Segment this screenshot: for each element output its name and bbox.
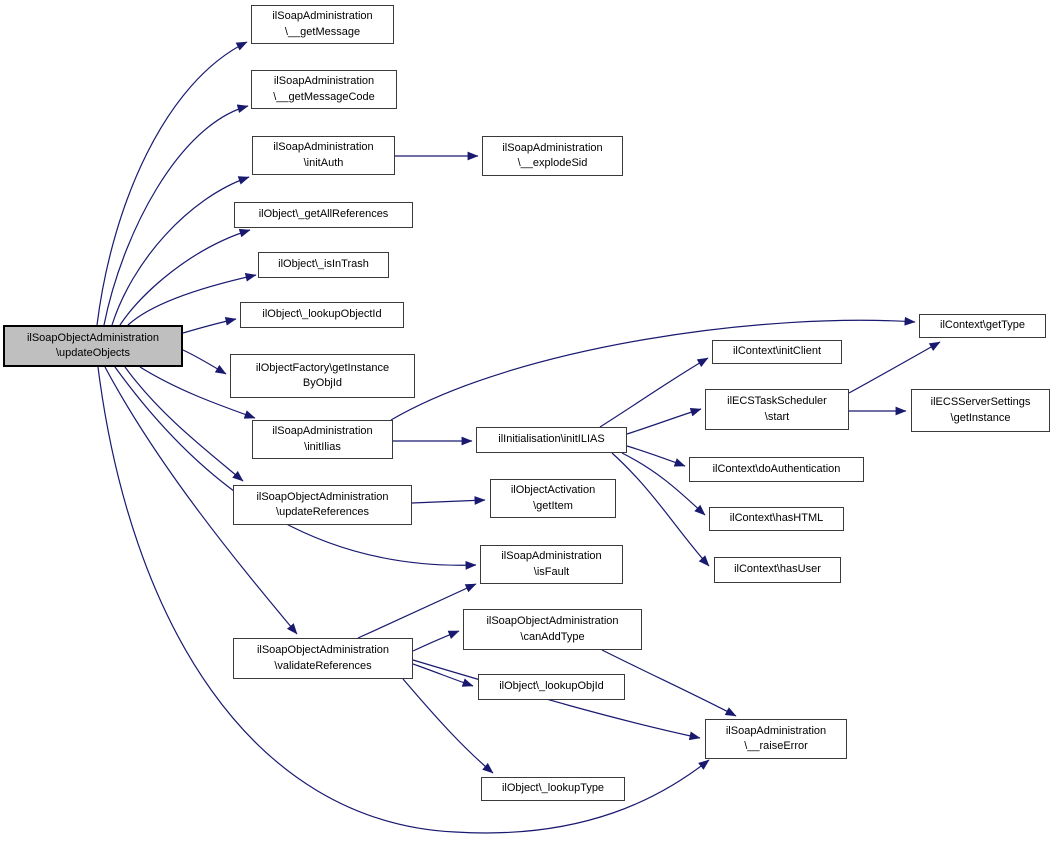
node-getMessage[interactable] xyxy=(251,5,394,44)
edge-initILIAS-doAuthentication xyxy=(627,446,685,466)
node-label-line: ilContext\doAuthentication xyxy=(712,462,841,475)
node-label-line: ilSoapObjectAdministration xyxy=(26,331,160,344)
node-canAddType[interactable] xyxy=(463,609,642,650)
node-label-line: ilSoapObjectAdministration xyxy=(256,644,390,657)
edge-updateObjects-getAllReferences xyxy=(120,230,250,325)
node-label-line: ilObject\_lookupObjId xyxy=(499,680,604,693)
edge-updateReferences-getItem xyxy=(412,500,485,503)
node-start[interactable] xyxy=(705,389,849,430)
node-label-line: ilContext\hasUser xyxy=(734,563,821,576)
node-lookupObjId[interactable] xyxy=(478,674,625,700)
node-getAllReferences[interactable] xyxy=(234,202,413,228)
node-label-line: ilObjectActivation xyxy=(510,484,596,497)
node-label-line: ilInitialisation\initILIAS xyxy=(498,433,605,446)
edge-initILIAS-initClient xyxy=(600,358,708,427)
node-label-line: \updateReferences xyxy=(276,506,369,518)
node-label-line: \start xyxy=(764,410,790,423)
node-label-line: \canAddType xyxy=(520,630,585,643)
node-label-line: ilContext\hasHTML xyxy=(729,512,824,525)
node-label-line: ilSoapAdministration xyxy=(272,425,373,438)
node-label-line: ilSoapObjectAdministration xyxy=(256,490,389,503)
node-label-line: ilObject\_lookupObjectId xyxy=(262,308,382,321)
node-initClient[interactable] xyxy=(712,340,842,364)
node-label-line: ilContext\initClient xyxy=(732,345,822,358)
node-label-line: ByObjId xyxy=(302,377,343,389)
node-label-line: ilSoapAdministration xyxy=(273,75,375,88)
node-isFault[interactable] xyxy=(480,545,623,584)
node-updateObjects xyxy=(3,325,183,367)
node-label-line: ilObjectFactory\getInstance xyxy=(255,361,390,374)
node-doAuthentication[interactable] xyxy=(689,457,864,482)
node-label-line: \__getMessage xyxy=(284,25,361,38)
node-initILIAS[interactable] xyxy=(476,427,627,453)
node-getItem[interactable] xyxy=(490,479,616,518)
node-getInstanceByObjId[interactable] xyxy=(230,354,415,398)
node-label-line: \__getMessageCode xyxy=(273,90,375,103)
node-label-line: \__explodeSid xyxy=(517,157,588,169)
node-label-line: ilSoapObjectAdministration xyxy=(486,615,619,628)
node-lookupObjectId[interactable] xyxy=(240,302,404,328)
node-label-line: ilSoapAdministration xyxy=(273,141,374,154)
node-isInTrash[interactable] xyxy=(258,252,389,278)
node-label-line: \initAuth xyxy=(303,156,344,169)
node-updateReferences[interactable] xyxy=(233,485,412,525)
node-lookupType[interactable] xyxy=(481,777,625,801)
node-label-line: \__raiseError xyxy=(744,740,808,752)
node-label-line: ilContext\getType xyxy=(940,319,1025,332)
edge-updateObjects-getInstanceByObjId xyxy=(183,350,226,374)
edge-updateObjects-isInTrash xyxy=(128,275,256,325)
node-label-line: \isFault xyxy=(533,565,570,578)
node-initIlias[interactable] xyxy=(252,420,393,459)
node-getInstance[interactable] xyxy=(911,389,1050,432)
node-label-line: ilObject\_getAllReferences xyxy=(258,208,389,221)
node-label-line: \validateReferences xyxy=(274,659,372,672)
node-label-line: \getInstance xyxy=(950,411,1011,424)
node-label-line: ilObject\_isInTrash xyxy=(278,258,369,271)
edge-validateReferences-canAddType xyxy=(413,631,459,651)
node-label-line: \updateObjects xyxy=(56,347,130,359)
node-raiseError[interactable] xyxy=(705,719,847,759)
edge-initILIAS-start xyxy=(627,409,701,434)
node-label-line: \getItem xyxy=(533,499,573,512)
node-label-line: ilECSServerSettings xyxy=(930,396,1031,409)
edge-updateObjects-initAuth xyxy=(112,177,249,325)
node-label-line: ilObject\_lookupType xyxy=(501,782,605,795)
node-label-line: ilSoapAdministration xyxy=(502,141,603,154)
node-getType[interactable] xyxy=(919,314,1046,338)
node-validateReferences[interactable] xyxy=(233,638,413,679)
node-label-line: ilSoapAdministration xyxy=(725,724,827,737)
node-getMessageCode[interactable] xyxy=(251,70,397,109)
edge-updateObjects-lookupObjectId xyxy=(183,319,236,333)
edge-start-getType xyxy=(849,342,940,393)
node-label-line: ilSoapAdministration xyxy=(501,550,602,563)
node-label-line: ilECSTaskScheduler xyxy=(727,395,827,408)
node-label-line: ilSoapAdministration xyxy=(272,10,373,23)
edge-updateObjects-updateReferences xyxy=(125,367,243,481)
node-label-line: \initIlias xyxy=(304,440,341,453)
node-initAuth[interactable] xyxy=(252,136,395,175)
edge-validateReferences-isFault xyxy=(358,584,476,638)
node-hasUser[interactable] xyxy=(714,557,841,583)
node-explodeSid[interactable] xyxy=(482,136,623,176)
node-hasHTML[interactable] xyxy=(709,507,844,531)
